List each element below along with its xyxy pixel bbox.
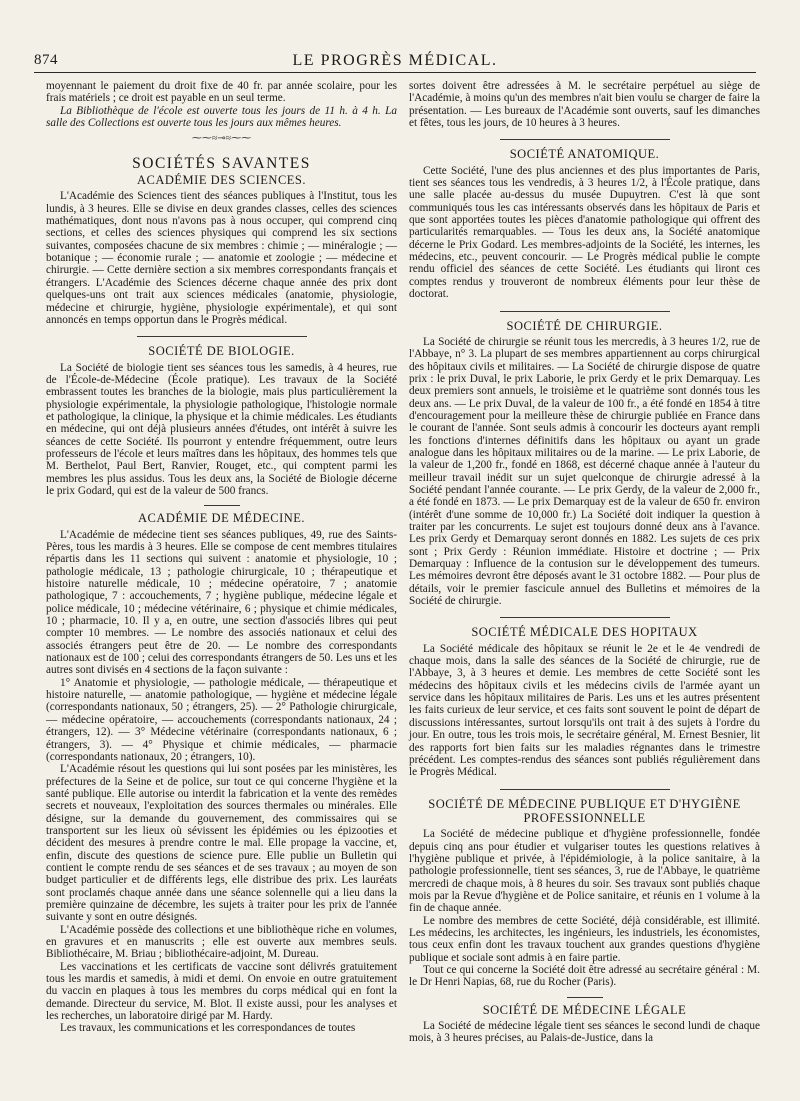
page-header: [34, 52, 756, 73]
paragraph: La Société médicale des hôpitaux se réunit le 2e et le 4e vendredi de chaque mois, dans la salle des séances de la Société de chirurgie, rue de l'Abbaye, 3, à 3 heures et demie. Les membres de cette Société sont les médecins des hôpitaux civils et les médecins civils de l'armée ayant un service dans les hôpitaux militaires de Paris. Les uns et les autres présentent les faits curieux de leur service, et ces faits sont souvent le point de départ de discussions intéressantes, surtout lorsqu'ils ont trait à des sujets à l'ordre du jour. En outre, tous les trois mois, le secrétaire général, M. Ernest Besnier, lit des rapports fort bien faits sur les maladies régnantes dans le trimestre précédent. Les comptes-rendus des séances sont publiés régulièrement dans le Progrès Médical.: [409, 642, 760, 779]
section-title-societes-savantes: SOCIÉTÉS SAVANTES: [132, 154, 311, 172]
left-column: [46, 80, 397, 1035]
paragraph: Les vaccinations et les certificats de vaccine sont délivrés gratuitement tous les mardis et samedis, à midi et demi. On envoie en outre gratuitement du vaccin en plaques à tous les membres du corps médical qui en font la demande. Directeur du service, M. Blot. Il existe aussi, pour les analyses et les recherches, un laboratoire dirigé par M. Hardy.: [46, 960, 397, 1023]
paragraph: L'Académie de médecine tient ses séances publiques, 49, rue des Saints-Pères, tous les mardis à 3 heures. Elle se compose de cent membres titulaires répartis dans les 11 sections qui suivent : anatomie et physiologie, 10 ; pathologie médicale, 13 ; pathologie chirurgicale, 10 ; thérapeutique et histoire naturelle médicale, 10 ; médecine opératoire, 7 ; anatomie pathologique, 7 : accouchements, 7 ; hygiène publique, médecine légale et police médicale, 10 ; médecine vétérinaire, 6 ; physique et chimie médicales, 10 ; pharmacie, 10. Il y a, en outre, une section d'associés libres qui peut compter 10 membres. — Le nombre des associés nationaux et celui des associés étrangers peut être de 20. — Le nombre des correspondants nationaux est de 100 ; celui des correspondants étrangers de 50. Les uns et les autres sont divisés en 4 sections de la façon suivante :: [46, 528, 397, 677]
paragraph: sortes doivent être adressées à M. le secrétaire perpétuel au siège de l'Académie, à moins qu'un des membres n'ait bien voulu se charger de faire la présentation. — Les bureaux de l'Académie sont ouverts, sauf les dimanches et fêtes, tous les jours, de 10 heures à 3 heures.: [409, 80, 760, 130]
section-divider: [500, 311, 670, 312]
paragraph: Cette Société, l'une des plus anciennes et des plus importantes de Paris, tient ses séances tous les vendredis, à 3 heures 1/2, à l'École pratique, dans une salle placée au-dessus du musée Dupuytren. C'est là que sont communiqués tous les cas intéressants observés dans les hôpitaux de Paris et que sont apportées toutes les pièces d'anatomie pathologique qui offrent des particularités remarquables. — Tous les deux ans, la Société anatomique décerne le Prix Godard. Les membres-adjoints de la Société, les internes, les médecins, etc., peuvent concourir. — Le Progrès médical publie le compte rendu officiel des séances de cette Société. Les étudiants qui liront ces comptes rendus y trouveront de nombreux éléments pour leur thèse de doctorat.: [409, 164, 760, 301]
section-divider: [500, 139, 670, 140]
heading-societe-medecine-publique-line2: PROFESSIONNELLE: [523, 810, 646, 825]
heading-academie-medecine: ACADÉMIE DE MÉDECINE.: [137, 511, 306, 526]
ornament-divider: ⁓⁓≈⊸≈⁓⁓: [191, 133, 252, 145]
heading-societe-biologie: SOCIÉTÉ DE BIOLOGIE.: [148, 344, 295, 359]
paragraph: L'Académie résout les questions qui lui sont posées par les ministères, les préfectures de la Seine et de police, sur tout ce qui concerne l'hygiène et la santé publique. Elle autorise ou interdit la fabrication et la vente des remèdes secrets et nouveaux, l'exploitation des sources thermales ou minérales. Elle désigne, sur la demande du gouvernement, des commissaires qui se transportent sur les lieux où sévissent les épidémies ou les épizooties et décident des mesures à prendre contre le mal. Elle propage la vaccine, et, enfin, discute des questions de science pure. Elle publie un Bulletin qui contient le compte rendu de ses séances et de ses travaux ; au moyen de son budget particulier et de différents legs, elle distribue des prix. Les lauréats sont proclamés chaque année dans une séance solennelle qui a lieu dans la première quinzaine de décembre, les sujets à traiter pour les prix de l'année suivante y sont en outre désignés.: [46, 763, 397, 924]
paragraph: Les travaux, les communications et les correspondances de toutes: [60, 1022, 356, 1035]
right-column: [409, 80, 760, 1045]
page-number: 874: [34, 52, 58, 68]
heading-societe-medicale-hopitaux: SOCIÉTÉ MÉDICALE DES HOPITAUX: [471, 625, 698, 640]
heading-societe-medecine-publique: SOCIÉTÉ DE MÉDECINE PUBLIQUE ET D'HYGIÈNE: [428, 796, 741, 811]
heading-societe-chirurgie: SOCIÉTÉ DE CHIRURGIE.: [506, 318, 663, 333]
heading-societe-anatomique: SOCIÉTÉ ANATOMIQUE.: [509, 147, 660, 162]
paragraph: moyennant le paiement du droit fixe de 40 fr. par année scolaire, pour les frais matériels ; ce droit est payable en un seul terme.: [46, 80, 397, 105]
paragraph: L'Académie possède des collections et une bibliothèque riche en volumes, en gravures et en manuscrits ; elle est ouverte aux membres seuls. Bibliothécaire, M. Briau ; bibliothécaire-adjoint, M. Dureau.: [46, 923, 397, 961]
paragraph: La Société de médecine publique et d'hygiène professionnelle, fondée depuis cinq ans pour étudier et vulgariser toutes les questions relatives à l'hygiène publique et privée, à l'épidémiologie, à la police sanitaire, à la pathologie professionnelle, tient ses séances, 3, rue de l'Abbaye, le quatrième mercredi de chaque mois, à 8 heures du soir. Ses travaux sont publiés chaque mois par la Revue d'hygiène et de Police sanitaire, et réunis en 1 volume à la fin de chaque année.: [409, 828, 760, 915]
paragraph: La Société de biologie tient ses séances tous les samedis, à 4 heures, rue de l'École-de-Médecine (École pratique). Les travaux de la Société embrassent toutes les branches de la biologie, mais plus particulièrement la physiologie expérimentale, la physiologie pathologique, l'histologie normale et pathologique, la clinique, la physique et la chimie médicales. Les étudiants en médecine, qui ont déjà plusieurs années d'études, ont intérêt à suivre les séances de cette Société. Ils pourront y entendre fréquemment, outre leurs professeurs de l'école et leurs maîtres dans les hôpitaux, des hommes tels que M. Berthelot, Paul Bert, Ranvier, Rouget, etc., qui comptent parmi les membres les plus assidus. Tous les deux ans, la Société de Biologie décerne le prix Godard, qui est de la valeur de 500 francs.: [46, 361, 397, 497]
heading-academie-sciences: ACADÉMIE DES SCIENCES.: [137, 173, 306, 188]
paragraph: Tout ce qui concerne la Société doit être adressé au secrétaire général : M. le Dr Henri Napias, 68, rue du Rocher (Paris).: [409, 964, 760, 989]
section-divider: [567, 997, 603, 998]
paragraph: L'Académie des Sciences tient des séances publiques à l'Institut, tous les lundis, à 3 heures. Elle se divise en deux grandes classes, celles des sciences mathématiques, dont nous n'avons pas à nous occuper, qui comprend cinq sections, et celles des sciences physiques qui comprend les six sections suivantes, composées chacune de six membres : chimie ; — minéralogie ; — botanique ; — économie rurale ; — anatomie et zoologie ; — médecine et chirurgie. — Cette dernière section a six membres correspondants français et étrangers. L'Académie des Sciences décerne chaque année des prix dont quelques-uns ont trait aux sciences médicales (anatomie, physiologie, médecine et chirurgie, hygiène, physiologie expérimentale), et qui sont annoncés en temps opportun dans le Progrès médical.: [46, 190, 397, 326]
section-divider: [500, 617, 670, 618]
paragraph: La Société de chirurgie se réunit tous les mercredis, à 3 heures 1/2, rue de l'Abbaye, n° 3. La plupart de ses membres appartiennent au corps chirurgical des hôpitaux civils et militaires. — La Société de chirurgie dispose de quatre prix : le prix Duval, le prix Laborie, le prix Gerdy et le prix Demarquay. Les deux premiers sont annuels, le troisième et le quatrième sont donnés tous les deux ans. — Le prix Duval, de la valeur de 100 fr., a été fondé en 1854 à titre d'encouragement pour la meilleure thèse de chirurgie publiée en France dans le courant de l'année. Sont seuls admis à concourir les docteurs ayant rempli les fonctions d'internes définitifs dans les hôpitaux ou ayant un grade analogue dans les hôpitaux militaires ou de la marine. — Le prix Laborie, de la valeur de 1,200 fr., fondé en 1868, est décerné chaque année à l'auteur du meilleur travail inédit sur un sujet quelconque de chirurgie adressé à la Société pendant l'année courante. — Le prix Gerdy, de la valeur de 2,000 fr., a été fondé en 1873. — Le prix Demarquay est de la valeur de 650 fr. environ (intérêt d'une somme de 10,000 fr.) La Société doit indiquer la question à traiter par les concurrents. Le sujet est toujours donné deux ans à l'avance. Les prix Gerdy et Demarquay seront donnés en 1882. Les sujets de ces prix sont ; Prix Gerdy : Réunion immédiate. Histoire et doctrine ; — Prix Demarquay : Influence de la contusion sur le développement des tumeurs. Les mémoires devront être déposés avant le 31 octobre 1882. — Pour plus de détails, voir le premier fascicule annuel des Bulletins et mémoires de la Société de chirurgie.: [409, 335, 760, 608]
section-divider: [204, 505, 240, 506]
paragraph: La Société de médecine légale tient ses séances le second lundi de chaque mois, à 3 heures précises, au Palais-de-Justice, dans la: [409, 1020, 760, 1045]
paragraph: La Bibliothèque de l'école est ouverte tous les jours de 11 h. à 4 h. La salle des Collections est ouverte tous les jours aux mêmes heures.: [46, 104, 397, 130]
section-divider: [500, 789, 670, 790]
journal-title: LE PROGRÈS MÉDICAL.: [292, 52, 498, 69]
heading-societe-medecine-legale: SOCIÉTÉ DE MÉDECINE LÉGALE: [482, 1002, 687, 1017]
paragraph: 1° Anatomie et physiologie, — pathologie médicale, — thérapeutique et histoire naturelle, — anatomie pathologique, — hygiène et médecine légale (correspondants nationaux, 50 ; étrangers, 25). — 2° Pathologie chirurgicale, — médecine opératoire, — accouchements (correspondants nationaux, 24 ; étrangers, 12). — 3° Médecine vétérinaire (correspondants nationaux, 6 ; étrangers, 3). — 4° Physique et chimie médicales, — pharmacie (correspondants nationaux, 20 ; étrangers, 10).: [46, 676, 397, 763]
section-divider: [137, 336, 307, 337]
paragraph: Le nombre des membres de cette Société, déjà considérable, est illimité. Les médecins, les architectes, les ingénieurs, les industriels, les économistes, tous ceux enfin dont les travaux touchent aux grandes questions d'hygiène publique et sociale sont admis à en faire partie.: [409, 914, 760, 964]
